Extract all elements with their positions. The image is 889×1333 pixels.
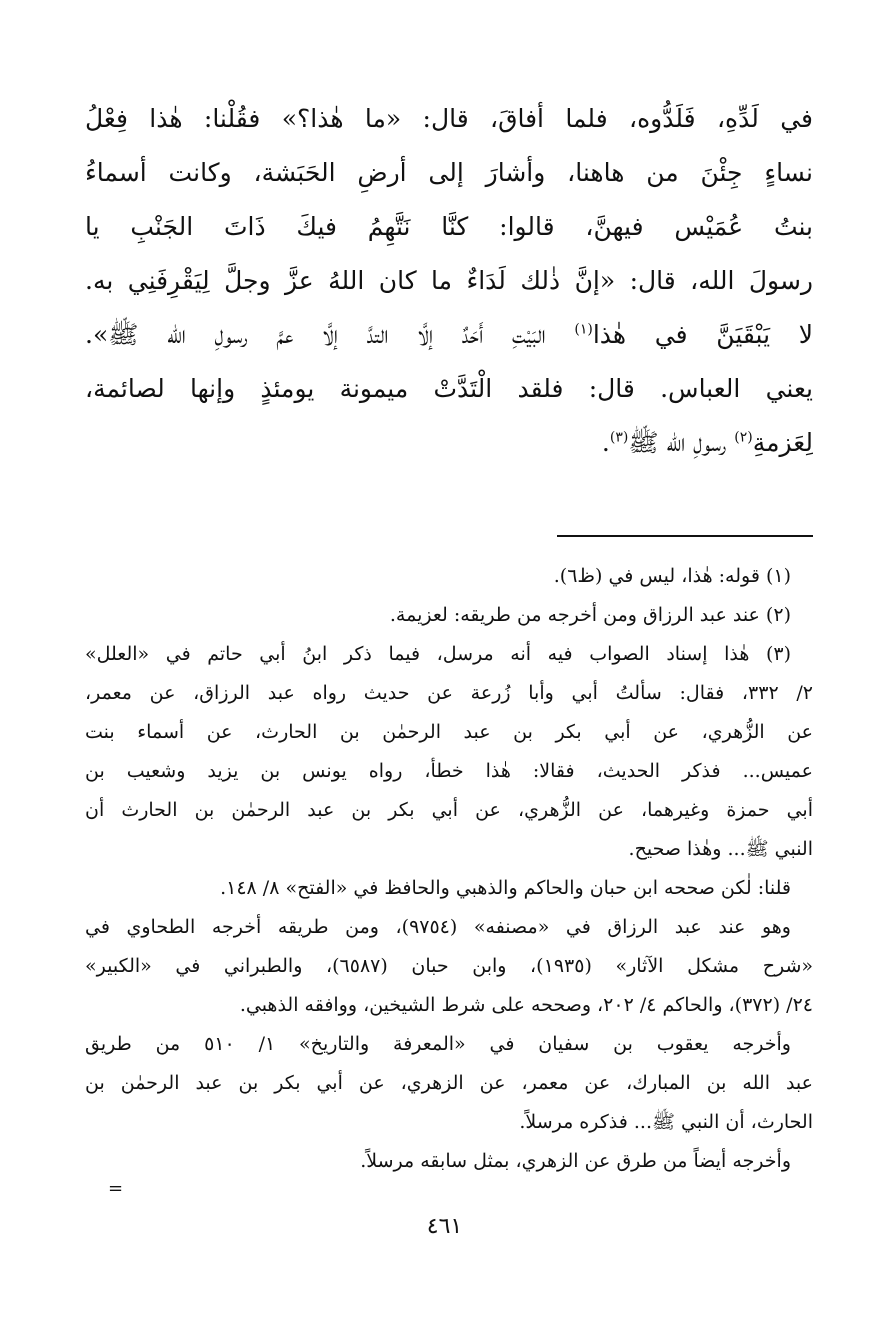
main-line-5 xyxy=(85,308,813,362)
main-line-3: بنتُ عُمَيْس فيهنَّ، قالوا: كنَّا نَتَّهِمُ فيكَ ذَاتَ الجَنْبِ يا xyxy=(85,212,813,241)
footnote-3-line-7: قلنا: لٰكن صححه ابن حبان والحاكم والذهبي والحافظ في «الفتح» ٨/ ١٤٨. xyxy=(220,877,791,899)
footnote-3-line-9: «شرح مشكل الآثار» (١٩٣٥)، وابن حبان (٦٥٨٧)، والطبراني في «الكبير» xyxy=(85,955,813,977)
footnotes xyxy=(85,557,813,1181)
footnote-3-line-13: الحارث، أن النبي ﷺ... فذكره مرسلاً. xyxy=(519,1111,813,1133)
main-line-2: نساءٍ جِئْنَ من هاهنا، وأشارَ إلى أرضِ الحَبَشة، وكانت أسماءُ xyxy=(85,158,813,187)
footnote-3-line-10: ٢٤/ (٣٧٢)، والحاكم ٤/ ٢٠٢، وصححه على شرط الشيخين، ووافقه الذهبي. xyxy=(239,994,813,1016)
footnote-3-line-11: وأخرجه يعقوب بن سفيان في «المعرفة والتاريخ» ١/ ٥١٠ من طريق xyxy=(85,1033,791,1055)
main-line-5-text-a: لا يَبْقَيَنَّ في هٰذا xyxy=(592,320,813,349)
footnote-3-line-4: عميس... فذكر الحديث، فقالا: هٰذا خطأ، رواه يونس بن يزيد وشعيب بن xyxy=(85,760,813,782)
main-line-7 xyxy=(85,416,813,470)
footnote-1: (١) قوله: هٰذا، ليس في (ظ٦). xyxy=(553,565,791,587)
main-line-4: رسولَ الله، قال: «إنَّ ذٰلك لَدَاءٌ ما كان اللهُ عزَّ وجلَّ لِيَقْرِفَنِي به. xyxy=(85,266,813,295)
footnote-2: (٢) عند عبد الرزاق ومن أخرجه من طريقه: لعزيمة. xyxy=(389,604,791,626)
footnote-3-line-2: ٢/ ٣٣٢، فقال: سألتُ أبي وأبا زُرعة عن حديث رواه عبد الرزاق، عن معمر، xyxy=(85,682,813,704)
footnote-ref-1: (١) xyxy=(574,321,593,338)
continuation-marker: = xyxy=(108,1178,124,1199)
main-line-1: في لَدِّهِ، فَلَدُّوه، فلما أفاقَ، قال: «ما هٰذا؟» فقُلْنا: هٰذا فِعْلُ xyxy=(85,104,813,133)
footnote-3-line-12: عبد الله بن المبارك، عن معمر، عن الزهري، عن أبي بكر بن عبد الرحمٰن بن xyxy=(85,1072,813,1094)
footnote-3-line-1: (٣) هٰذا إسناد الصواب فيه أنه مرسل، فيما ذكر ابنُ أبي حاتم في «العلل» xyxy=(85,643,791,665)
footnote-3-line-3: عن الزُّهري، عن أبي بكر بن عبد الرحمٰن بن الحارث، عن أسماء بنت xyxy=(85,721,813,743)
page-number: ٤٦١ xyxy=(426,1214,463,1239)
main-line-7-text-b: رسولِ الله ﷺ xyxy=(628,428,735,457)
footnote-3-line-14: وأخرجه أيضاً من طرق عن الزهري، بمثل سابقه مرسلاً. xyxy=(360,1150,791,1172)
footnote-ref-3: (٣) xyxy=(609,429,629,446)
footnote-3-line-8: وهو عند عبد الرزاق في «مصنفه» (٩٧٥٤)، ومن طريقه أخرجه الطحاوي في xyxy=(85,916,791,938)
main-line-7-text-a: لِعَزمةِ xyxy=(752,428,813,457)
main-line-7-text-c: . xyxy=(601,428,610,457)
footnote-3-line-5: أبي حمزة وغيرهما، عن الزُّهري، عن أبي بكر بن عبد الرحمٰن بن الحارث أن xyxy=(85,799,813,821)
main-line-6: يعني العباس. قال: فلقد الْتَدَّتْ ميمونة يومئذٍ وإنها لصائمة، xyxy=(85,374,813,403)
main-text xyxy=(85,92,813,470)
footnote-divider xyxy=(557,535,813,537)
footnote-3-line-6: النبي ﷺ... وهٰذا صحيح. xyxy=(628,838,813,860)
main-line-5-text-b: البَيْتِ أَحَدٌ إلَّا التدَّ إلَّا عمَّ رسولِ الله ﷺ». xyxy=(85,320,575,349)
footnote-ref-2: (٢) xyxy=(734,429,753,446)
